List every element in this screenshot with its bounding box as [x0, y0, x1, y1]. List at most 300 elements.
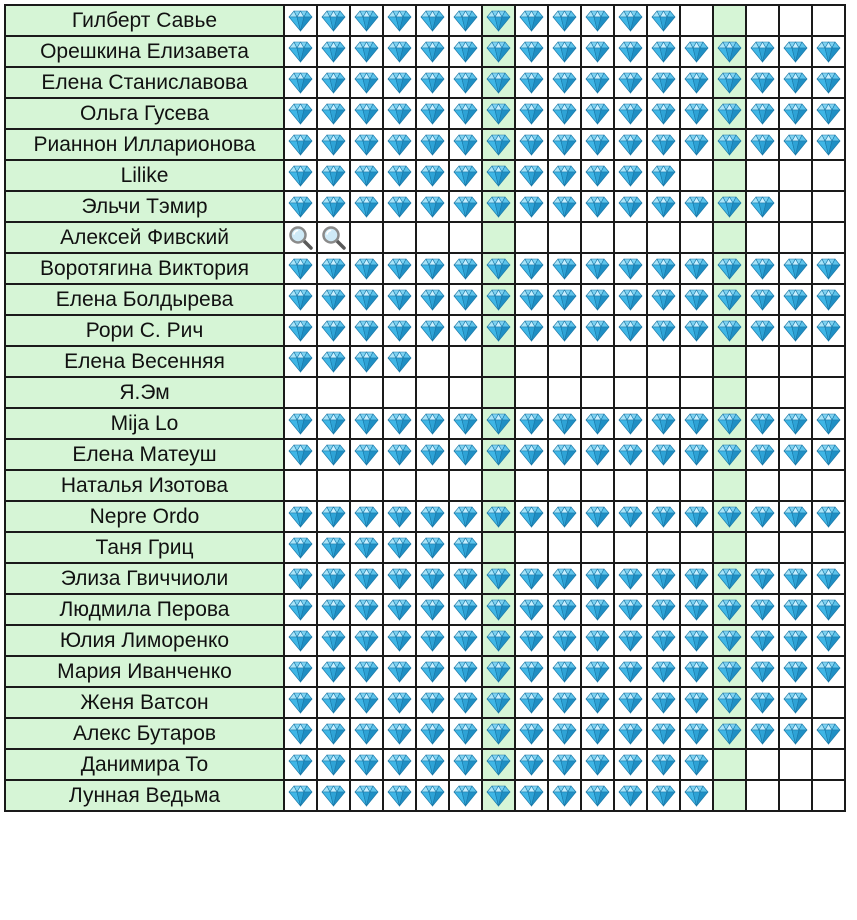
progress-cell — [713, 377, 746, 408]
progress-cell — [482, 253, 515, 284]
table-row — [5, 439, 845, 470]
progress-cell — [383, 439, 416, 470]
diamond-icon — [584, 40, 611, 64]
progress-cell — [350, 5, 383, 36]
progress-cell — [581, 687, 614, 718]
progress-cell — [647, 67, 680, 98]
progress-cell — [317, 625, 350, 656]
progress-cell — [581, 501, 614, 532]
progress-cell — [713, 36, 746, 67]
progress-cell — [449, 439, 482, 470]
progress-cell — [383, 594, 416, 625]
progress-cell — [614, 687, 647, 718]
progress-cell — [581, 780, 614, 811]
diamond-icon — [452, 753, 479, 777]
progress-cell — [548, 532, 581, 563]
diamond-icon — [683, 784, 710, 808]
diamond-icon — [320, 722, 347, 746]
progress-cell — [449, 501, 482, 532]
progress-cell — [812, 532, 845, 563]
progress-cell — [482, 191, 515, 222]
progress-cell — [581, 5, 614, 36]
progress-cell — [812, 346, 845, 377]
progress-cell — [416, 656, 449, 687]
diamond-icon — [452, 567, 479, 591]
progress-cell — [779, 160, 812, 191]
diamond-icon — [518, 71, 545, 95]
diamond-icon — [782, 629, 809, 653]
diamond-icon — [353, 319, 380, 343]
table-row — [5, 5, 845, 36]
progress-cell — [482, 98, 515, 129]
progress-cell — [383, 222, 416, 253]
diamond-icon — [551, 9, 578, 33]
progress-cell — [779, 67, 812, 98]
diamond-icon — [716, 691, 743, 715]
progress-cell — [746, 625, 779, 656]
progress-cell — [713, 780, 746, 811]
progress-cell — [812, 315, 845, 346]
diamond-icon — [584, 443, 611, 467]
progress-cell — [449, 687, 482, 718]
diamond-icon — [386, 257, 413, 281]
diamond-icon — [320, 660, 347, 684]
progress-cell — [647, 594, 680, 625]
progress-cell — [746, 315, 779, 346]
participant-name: Гилберт Савье — [5, 5, 284, 36]
progress-cell — [680, 718, 713, 749]
diamond-icon — [551, 660, 578, 684]
progress-cell — [284, 284, 317, 315]
diamond-icon — [287, 257, 314, 281]
progress-cell — [350, 315, 383, 346]
progress-cell — [581, 253, 614, 284]
progress-cell — [581, 222, 614, 253]
diamond-icon — [650, 257, 677, 281]
participant-name: Лунная Ведьма — [5, 780, 284, 811]
progress-cell — [581, 98, 614, 129]
participant-name: Рори С. Рич — [5, 315, 284, 346]
progress-cell — [746, 749, 779, 780]
progress-cell — [416, 67, 449, 98]
progress-cell — [614, 718, 647, 749]
progress-cell — [614, 377, 647, 408]
progress-cell — [713, 594, 746, 625]
progress-cell — [548, 284, 581, 315]
progress-cell — [482, 656, 515, 687]
progress-cell — [680, 408, 713, 439]
diamond-icon — [650, 102, 677, 126]
diamond-icon — [749, 71, 776, 95]
diamond-icon — [485, 505, 512, 529]
progress-cell — [680, 687, 713, 718]
progress-cell — [284, 718, 317, 749]
progress-cell — [647, 501, 680, 532]
diamond-icon — [551, 753, 578, 777]
progress-cell — [383, 98, 416, 129]
diamond-icon — [419, 753, 446, 777]
diamond-icon — [353, 505, 380, 529]
progress-cell — [284, 98, 317, 129]
progress-cell — [383, 470, 416, 501]
diamond-icon — [320, 412, 347, 436]
diamond-icon — [617, 691, 644, 715]
diamond-icon — [518, 443, 545, 467]
progress-cell — [548, 439, 581, 470]
diamond-icon — [749, 102, 776, 126]
diamond-icon — [485, 722, 512, 746]
diamond-icon — [419, 195, 446, 219]
progress-cell — [284, 377, 317, 408]
diamond-icon — [287, 288, 314, 312]
progress-cell — [746, 439, 779, 470]
diamond-icon — [452, 598, 479, 622]
participant-name: Елена Станиславова — [5, 67, 284, 98]
diamond-icon — [815, 567, 842, 591]
diamond-icon — [617, 40, 644, 64]
progress-cell — [812, 160, 845, 191]
magnifier-icon — [288, 225, 314, 251]
table-row — [5, 656, 845, 687]
progress-cell — [284, 36, 317, 67]
progress-cell — [680, 749, 713, 780]
diamond-icon — [584, 319, 611, 343]
diamond-icon — [353, 629, 380, 653]
progress-cell — [581, 315, 614, 346]
progress-cell — [284, 501, 317, 532]
diamond-icon — [386, 288, 413, 312]
diamond-icon — [551, 102, 578, 126]
diamond-icon — [287, 505, 314, 529]
progress-cell — [416, 284, 449, 315]
progress-cell — [581, 346, 614, 377]
progress-cell — [713, 470, 746, 501]
progress-cell — [614, 315, 647, 346]
participant-name: Я.Эм — [5, 377, 284, 408]
diamond-icon — [419, 164, 446, 188]
progress-cell — [647, 687, 680, 718]
participant-name: Nepre Ordo — [5, 501, 284, 532]
progress-cell — [515, 377, 548, 408]
diamond-icon — [320, 784, 347, 808]
participant-name: Елена Болдырева — [5, 284, 284, 315]
diamond-icon — [683, 288, 710, 312]
diamond-icon — [551, 40, 578, 64]
diamond-icon — [320, 567, 347, 591]
diamond-icon — [287, 102, 314, 126]
participant-name: Ольга Гусева — [5, 98, 284, 129]
diamond-icon — [452, 9, 479, 33]
progress-cell — [350, 718, 383, 749]
progress-cell — [317, 749, 350, 780]
progress-cell — [812, 780, 845, 811]
progress-cell — [416, 160, 449, 191]
diamond-icon — [287, 195, 314, 219]
diamond-icon — [287, 629, 314, 653]
diamond-icon — [782, 71, 809, 95]
progress-cell — [614, 5, 647, 36]
progress-cell — [647, 656, 680, 687]
progress-cell — [350, 191, 383, 222]
diamond-icon — [518, 567, 545, 591]
diamond-icon — [716, 567, 743, 591]
progress-cell — [647, 160, 680, 191]
progress-cell — [317, 222, 350, 253]
progress-cell — [350, 563, 383, 594]
progress-cell — [812, 5, 845, 36]
diamond-icon — [419, 102, 446, 126]
diamond-icon — [353, 164, 380, 188]
progress-cell — [482, 718, 515, 749]
progress-cell — [614, 439, 647, 470]
diamond-icon — [287, 536, 314, 560]
diamond-icon — [287, 784, 314, 808]
diamond-icon — [518, 102, 545, 126]
diamond-icon — [386, 102, 413, 126]
progress-cell — [779, 377, 812, 408]
progress-cell — [713, 5, 746, 36]
progress-cell — [746, 656, 779, 687]
diamond-icon — [287, 598, 314, 622]
diamond-icon — [617, 753, 644, 777]
diamond-icon — [485, 164, 512, 188]
progress-cell — [317, 191, 350, 222]
diamond-icon — [452, 319, 479, 343]
diamond-icon — [353, 753, 380, 777]
diamond-icon — [782, 567, 809, 591]
progress-cell — [449, 284, 482, 315]
progress-cell — [383, 191, 416, 222]
progress-cell — [284, 594, 317, 625]
diamond-icon — [584, 567, 611, 591]
progress-cell — [713, 191, 746, 222]
progress-cell — [713, 501, 746, 532]
progress-cell — [680, 315, 713, 346]
progress-cell — [383, 780, 416, 811]
progress-cell — [548, 346, 581, 377]
progress-cell — [350, 594, 383, 625]
diamond-icon — [584, 133, 611, 157]
progress-cell — [416, 5, 449, 36]
diamond-icon — [617, 412, 644, 436]
diamond-icon — [617, 164, 644, 188]
progress-cell — [713, 532, 746, 563]
diamond-icon — [749, 443, 776, 467]
diamond-icon — [815, 133, 842, 157]
diamond-icon — [617, 784, 644, 808]
diamond-icon — [551, 71, 578, 95]
progress-cell — [317, 501, 350, 532]
diamond-icon — [386, 536, 413, 560]
diamond-icon — [518, 195, 545, 219]
diamond-icon — [584, 71, 611, 95]
progress-cell — [383, 718, 416, 749]
progress-cell — [383, 656, 416, 687]
diamond-icon — [716, 412, 743, 436]
diamond-icon — [419, 660, 446, 684]
diamond-icon — [617, 9, 644, 33]
diamond-icon — [716, 40, 743, 64]
progress-cell — [647, 439, 680, 470]
progress-cell — [515, 191, 548, 222]
progress-cell — [680, 222, 713, 253]
diamond-icon — [815, 412, 842, 436]
diamond-icon — [815, 629, 842, 653]
diamond-icon — [485, 257, 512, 281]
progress-cell — [680, 532, 713, 563]
diamond-icon — [320, 195, 347, 219]
diamond-icon — [386, 40, 413, 64]
table-row — [5, 377, 845, 408]
progress-cell — [812, 501, 845, 532]
progress-cell — [416, 625, 449, 656]
progress-cell — [779, 749, 812, 780]
diamond-icon — [518, 257, 545, 281]
progress-cell — [284, 439, 317, 470]
progress-cell — [449, 129, 482, 160]
diamond-icon — [650, 691, 677, 715]
progress-cell — [548, 780, 581, 811]
progress-cell — [581, 718, 614, 749]
diamond-icon — [419, 133, 446, 157]
progress-cell — [548, 563, 581, 594]
progress-cell — [416, 749, 449, 780]
diamond-icon — [353, 102, 380, 126]
participant-name: Алекс Бутаров — [5, 718, 284, 749]
progress-cell — [746, 346, 779, 377]
diamond-icon — [551, 288, 578, 312]
progress-cell — [350, 501, 383, 532]
progress-cell — [317, 439, 350, 470]
progress-cell — [548, 625, 581, 656]
progress-cell — [284, 656, 317, 687]
progress-cell — [284, 408, 317, 439]
diamond-icon — [584, 753, 611, 777]
diamond-icon — [485, 567, 512, 591]
progress-cell — [449, 594, 482, 625]
diamond-icon — [683, 133, 710, 157]
diamond-icon — [485, 691, 512, 715]
progress-cell — [317, 253, 350, 284]
progress-grid — [4, 4, 846, 812]
diamond-icon — [386, 722, 413, 746]
progress-cell — [416, 98, 449, 129]
progress-cell — [680, 439, 713, 470]
diamond-icon — [518, 412, 545, 436]
progress-cell — [482, 501, 515, 532]
progress-cell — [746, 98, 779, 129]
progress-cell — [317, 346, 350, 377]
progress-cell — [317, 377, 350, 408]
progress-cell — [647, 129, 680, 160]
participant-name: Mija Lo — [5, 408, 284, 439]
progress-cell — [713, 315, 746, 346]
diamond-icon — [287, 567, 314, 591]
diamond-icon — [287, 753, 314, 777]
progress-cell — [350, 67, 383, 98]
diamond-icon — [584, 288, 611, 312]
progress-cell — [416, 129, 449, 160]
progress-cell — [350, 625, 383, 656]
progress-cell — [614, 656, 647, 687]
progress-cell — [647, 625, 680, 656]
progress-cell — [515, 718, 548, 749]
progress-cell — [812, 191, 845, 222]
progress-cell — [416, 439, 449, 470]
progress-cell — [680, 253, 713, 284]
diamond-icon — [617, 71, 644, 95]
progress-cell — [713, 253, 746, 284]
diamond-icon — [287, 350, 314, 374]
progress-cell — [647, 98, 680, 129]
progress-cell — [581, 532, 614, 563]
progress-cell — [449, 656, 482, 687]
progress-cell — [647, 346, 680, 377]
progress-cell — [449, 749, 482, 780]
diamond-icon — [815, 319, 842, 343]
diamond-icon — [716, 133, 743, 157]
progress-cell — [680, 191, 713, 222]
progress-cell — [746, 594, 779, 625]
progress-cell — [614, 532, 647, 563]
diamond-icon — [518, 9, 545, 33]
progress-cell — [713, 346, 746, 377]
progress-cell — [812, 656, 845, 687]
progress-cell — [746, 718, 779, 749]
progress-cell — [350, 36, 383, 67]
progress-cell — [449, 5, 482, 36]
diamond-icon — [551, 598, 578, 622]
progress-cell — [383, 501, 416, 532]
diamond-icon — [419, 40, 446, 64]
progress-cell — [383, 253, 416, 284]
progress-cell — [383, 36, 416, 67]
table-row — [5, 749, 845, 780]
diamond-icon — [320, 691, 347, 715]
diamond-icon — [683, 319, 710, 343]
progress-cell — [383, 532, 416, 563]
diamond-icon — [353, 443, 380, 467]
diamond-icon — [716, 195, 743, 219]
progress-cell — [581, 67, 614, 98]
diamond-icon — [452, 164, 479, 188]
progress-cell — [515, 222, 548, 253]
progress-cell — [416, 315, 449, 346]
participant-name: Юлия Лиморенко — [5, 625, 284, 656]
diamond-icon — [782, 319, 809, 343]
diamond-icon — [650, 71, 677, 95]
progress-cell — [614, 67, 647, 98]
progress-cell — [383, 67, 416, 98]
diamond-icon — [452, 629, 479, 653]
progress-cell — [647, 377, 680, 408]
progress-cell — [548, 98, 581, 129]
progress-cell — [515, 284, 548, 315]
diamond-icon — [617, 598, 644, 622]
diamond-icon — [353, 412, 380, 436]
diamond-icon — [584, 784, 611, 808]
diamond-icon — [518, 691, 545, 715]
participant-name: Элиза Гвиччиоли — [5, 563, 284, 594]
diamond-icon — [518, 753, 545, 777]
progress-cell — [317, 594, 350, 625]
progress-cell — [713, 439, 746, 470]
progress-cell — [779, 532, 812, 563]
progress-cell — [350, 253, 383, 284]
progress-cell — [614, 563, 647, 594]
diamond-icon — [650, 133, 677, 157]
diamond-icon — [749, 319, 776, 343]
